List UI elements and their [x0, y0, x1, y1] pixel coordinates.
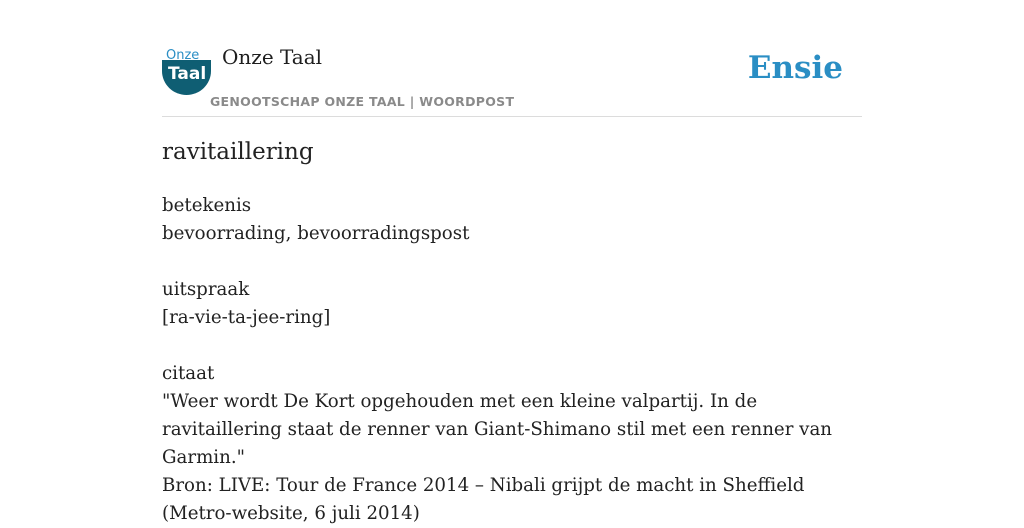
spacer — [162, 332, 852, 360]
site-tagline: GENOOTSCHAP ONZE TAAL | WOORDPOST — [210, 94, 515, 109]
meaning-label: betekenis — [162, 195, 252, 216]
quote-label: citaat — [162, 363, 215, 384]
site-name[interactable]: Onze Taal — [222, 45, 323, 69]
entry-body — [162, 192, 852, 528]
logo-line2: Taal — [168, 64, 207, 84]
header — [162, 0, 862, 117]
logo-line1: Onze — [166, 48, 200, 63]
pronunciation-label: uitspraak — [162, 279, 250, 300]
spacer — [162, 248, 852, 276]
entry-title: ravitaillering — [162, 139, 314, 165]
meaning-text: bevoorrading, bevoorradingspost — [162, 223, 470, 244]
quote-source: Bron: LIVE: Tour de France 2014 – Nibali grijpt de macht in Sheffield (Metro-website, 6 juli 2014) — [162, 475, 805, 524]
quote-text: "Weer wordt De Kort opgehouden met een kleine valpartij. In de ravitaillering staat de renner van Giant-Shimano stil met een renner van Garmin." — [162, 391, 832, 468]
ensie-brand-logo[interactable]: Ensie — [747, 50, 843, 86]
pronunciation-text: [ra-vie-ta-jee-ring] — [162, 307, 331, 328]
page — [162, 0, 862, 524]
onze-taal-logo[interactable] — [162, 47, 211, 95]
